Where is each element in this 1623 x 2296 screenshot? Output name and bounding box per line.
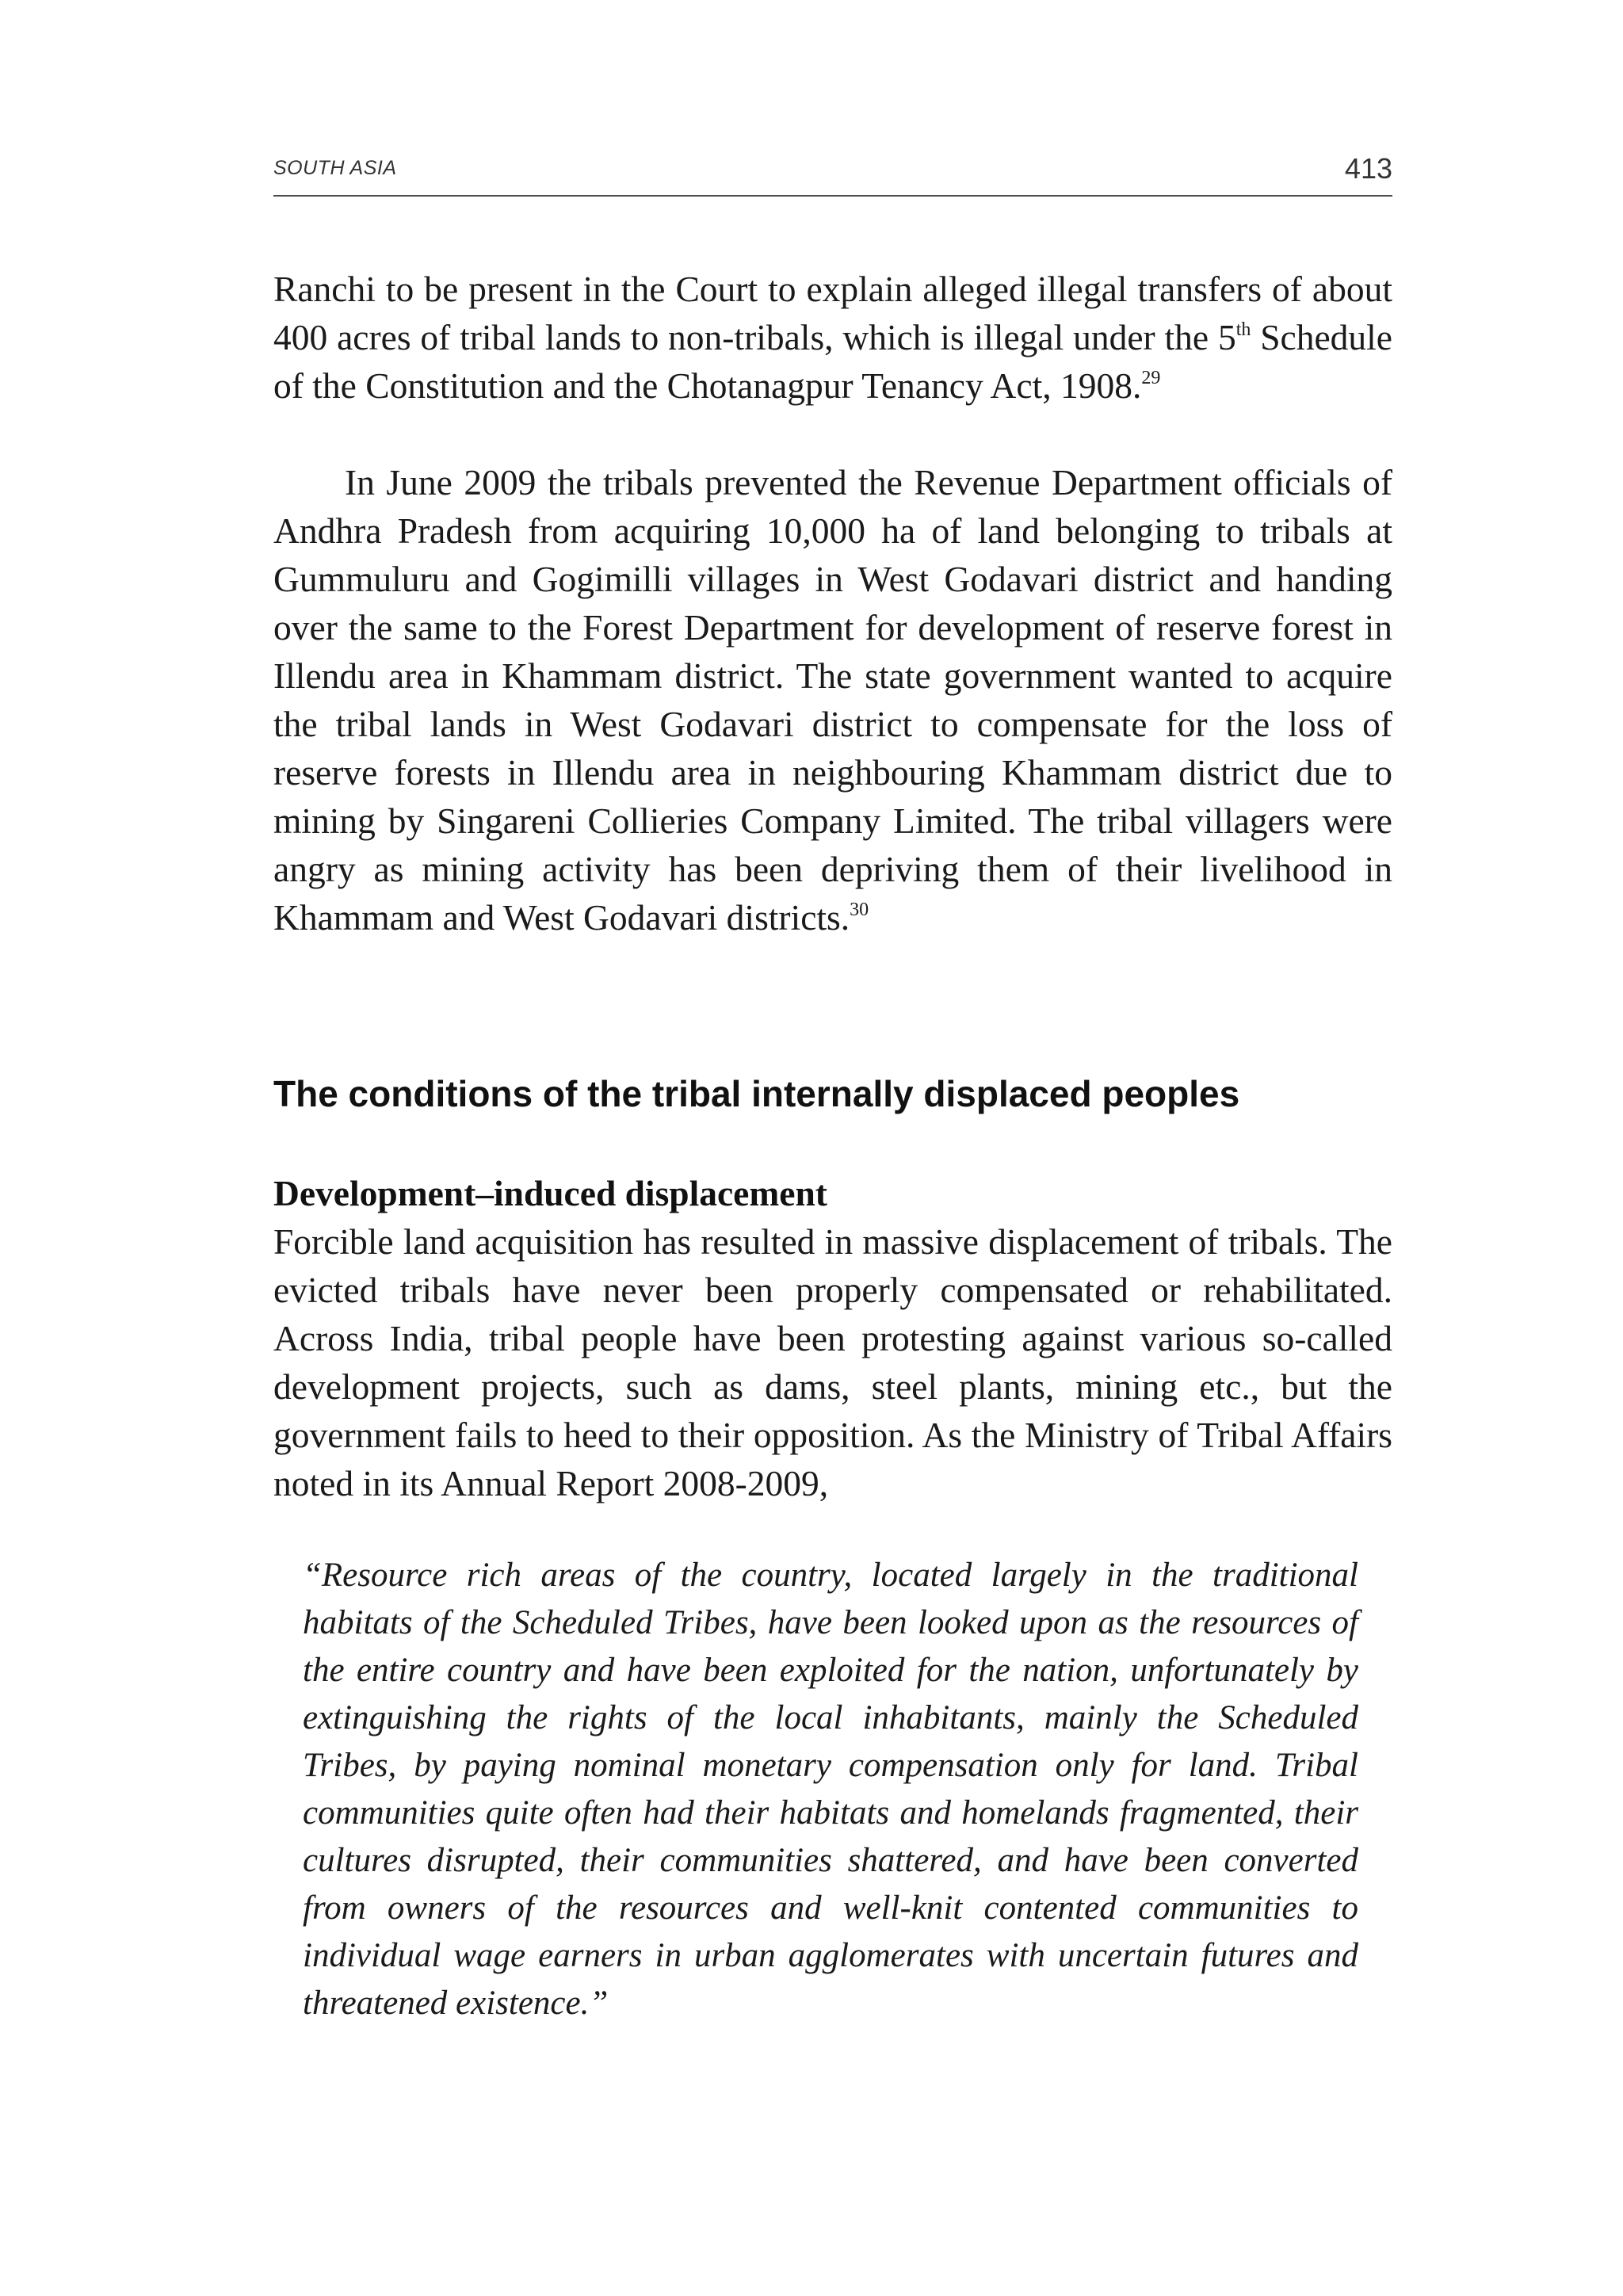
running-header: [273, 152, 1392, 197]
ordinal-suffix: th: [1235, 319, 1251, 340]
paragraph-forcible-acquisition: Forcible land acquisition has resulted in massive displacement of tribals. The evicted tribals have never been properly compensated or rehabilitated. Across India, tribal people have been protesting against various so-called development projects, such as dams, steel plants, mining etc., but the government fails to heed to their opposition. As the Ministry of Tribal Affairs noted in its Annual Report 2008-2009,: [273, 1221, 1392, 1503]
footnote-ref-29: 29: [1141, 368, 1161, 388]
subsection-heading: Development–induced displacement: [273, 1173, 827, 1213]
footnote-ref-30: 30: [850, 900, 869, 920]
paragraph-june-2009-text: In June 2009 the tribals prevented the Revenue Department officials of Andhra Pradesh from acquiring 10,000 ha of land belonging to tribals at Gummuluru and Gogimilli villages in West Godavari district and handing over the same to the Forest Department for development of reserve forest in Illendu area in Khammam district. The state government wanted to acquire the tribal lands in West Godavari district to compensate for the loss of reserve forests in Illendu area in neighbouring Khammam district due to mining by Singareni Collieries Company Limited. The tribal villagers were angry as mining activity has been depriving them of their livelihood in Khammam and West Godavari districts.: [273, 462, 1392, 938]
page-number: 413: [1344, 152, 1392, 185]
block-quote: “Resource rich areas of the country, located largely in the traditional habitats of the Scheduled Tribes, have been looked upon as the resources of the entire country and have been exploited for the nation, unfortunately by extinguishing the rights of the local inhabitants, mainly the Scheduled Tribes, by paying nominal monetary compensation only for land. Tribal communities quite often had their habitats and homelands fragmented, their cultures disrupted, their communities shattered, and have been converted from owners of the resources and well-knit contented communities to individual wage earners in urban agglomerates with uncertain futures and threatened existence.”: [303, 1557, 1358, 2022]
section-heading: The conditions of the tribal internally displaced peoples: [273, 1073, 1240, 1114]
paragraph-ranchi-text-a: Ranchi to be present in the Court to explain alleged illegal transfers of about 400 acres of tribal lands to non-tribals, which is illegal under the 5: [273, 269, 1392, 357]
paragraph-june-2009: [273, 458, 1392, 942]
running-header-section: SOUTH ASIA: [273, 157, 397, 179]
paragraph-ranchi-text-b: Schedule of the Constitution and the Chotanagpur Tenancy Act, 1908.: [273, 317, 1392, 406]
paragraph-ranchi: [273, 265, 1392, 410]
